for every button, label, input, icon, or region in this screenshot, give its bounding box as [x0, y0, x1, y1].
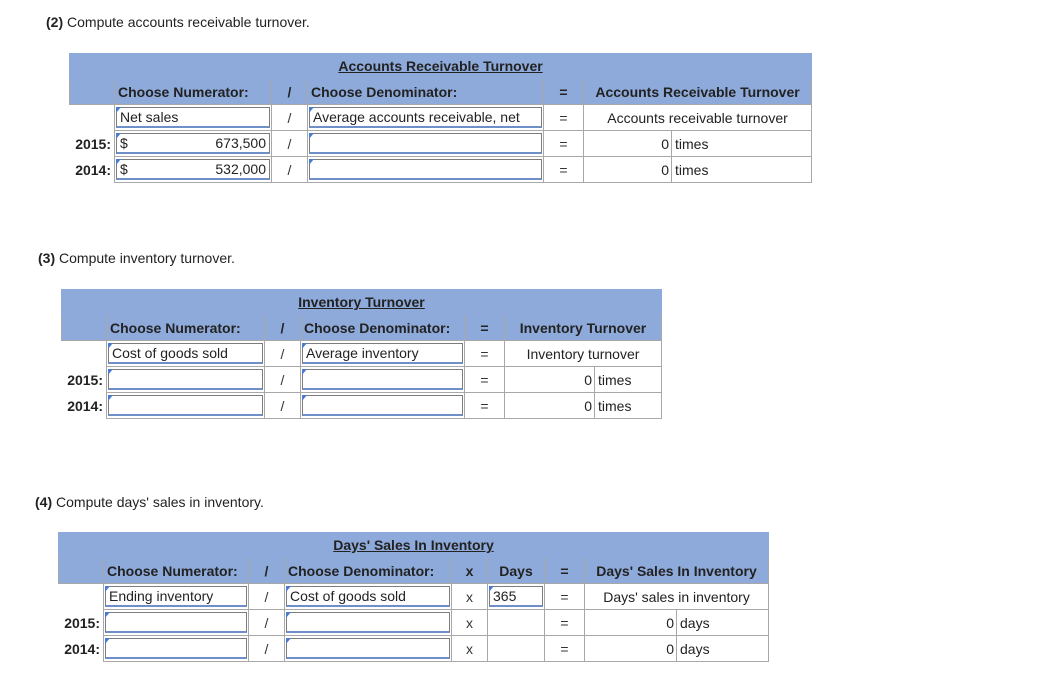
section-4-number: (4) — [35, 494, 53, 510]
section-3-heading — [38, 250, 235, 266]
ar-year-2014: 2014: — [70, 157, 115, 183]
dsi-header-result: Days' Sales In Inventory — [585, 558, 769, 584]
dsi-header-equals: = — [545, 558, 585, 584]
ar-header-denominator: Choose Denominator: — [308, 79, 544, 105]
dsi-header-multiply: x — [452, 558, 488, 584]
section-4-heading — [35, 494, 264, 510]
inventory-turnover-table — [61, 289, 662, 419]
dsi-2015-denominator-input[interactable] — [285, 610, 452, 636]
input-marker-icon — [116, 133, 121, 139]
ar-2014-denominator-input[interactable] — [308, 157, 544, 183]
ar-2014-numerator-input[interactable]: $ 532,000 — [115, 157, 272, 183]
dsi-header-denominator: Choose Denominator: — [285, 558, 452, 584]
ar-2015-unit: times — [672, 131, 812, 157]
ar-table-title: Accounts Receivable Turnover — [70, 54, 812, 79]
ar-label-spacer — [70, 105, 115, 131]
ar-2014-result: 0 — [584, 157, 672, 183]
dsi-2014-result: 0 — [585, 636, 677, 662]
inv-numerator-select[interactable]: Cost of goods sold — [107, 341, 265, 367]
dsi-year-2015: 2015: — [59, 610, 104, 636]
dsi-days-input[interactable]: 365 — [488, 584, 545, 610]
inv-2015-unit: times — [595, 367, 662, 393]
dsi-table-title: Days' Sales In Inventory — [59, 533, 769, 558]
dsi-2015-equals: = — [545, 610, 585, 636]
inv-label-divide: / — [265, 341, 301, 367]
dropdown-marker-icon — [302, 343, 307, 349]
dsi-header-days: Days — [488, 558, 545, 584]
input-marker-icon — [309, 133, 314, 139]
input-marker-icon — [116, 159, 121, 165]
inv-2015-result: 0 — [505, 367, 595, 393]
dsi-label-divide: / — [249, 584, 285, 610]
input-marker-icon — [105, 612, 110, 618]
dsi-header-spacer — [59, 558, 104, 584]
ar-header-spacer — [70, 79, 115, 105]
ar-2014-equals: = — [544, 157, 584, 183]
inv-2014-numerator-input[interactable] — [107, 393, 265, 419]
dsi-numerator-select[interactable]: Ending inventory — [104, 584, 249, 610]
dsi-label-multiply: x — [452, 584, 488, 610]
dsi-2014-equals: = — [545, 636, 585, 662]
inv-header-numerator: Choose Numerator: — [107, 315, 265, 341]
dsi-2015-numerator-input[interactable] — [104, 610, 249, 636]
inv-label-spacer — [62, 341, 107, 367]
inv-label-equals: = — [465, 341, 505, 367]
inv-table-title: Inventory Turnover — [62, 290, 662, 315]
ar-2015-equals: = — [544, 131, 584, 157]
ar-2015-numerator-input[interactable]: $ 673,500 — [115, 131, 272, 157]
dsi-2015-unit: days — [677, 610, 769, 636]
inv-2015-divide: / — [265, 367, 301, 393]
input-marker-icon — [286, 638, 291, 644]
ar-year-2015: 2015: — [70, 131, 115, 157]
dsi-2014-denominator-input[interactable] — [285, 636, 452, 662]
dropdown-marker-icon — [286, 586, 291, 592]
dsi-header-divide: / — [249, 558, 285, 584]
section-2-number: (2) — [46, 14, 64, 30]
dsi-2015-days-cell — [488, 610, 545, 636]
input-marker-icon — [108, 395, 113, 401]
ar-2014-divide: / — [272, 157, 308, 183]
inv-2014-equals: = — [465, 393, 505, 419]
inv-year-2015: 2015: — [62, 367, 107, 393]
input-marker-icon — [108, 369, 113, 375]
dropdown-marker-icon — [309, 107, 314, 113]
inv-2014-denominator-input[interactable] — [301, 393, 465, 419]
dropdown-marker-icon — [105, 586, 110, 592]
section-2-heading-text: Compute accounts receivable turnover. — [67, 14, 310, 30]
inv-header-result: Inventory Turnover — [505, 315, 662, 341]
inv-2015-denominator-input[interactable] — [301, 367, 465, 393]
inv-label-result: Inventory turnover — [505, 341, 662, 367]
inv-header-spacer — [62, 315, 107, 341]
ar-header-equals: = — [544, 79, 584, 105]
inv-header-divide: / — [265, 315, 301, 341]
dropdown-marker-icon — [116, 107, 121, 113]
inv-year-2014: 2014: — [62, 393, 107, 419]
inv-2015-numerator-input[interactable] — [107, 367, 265, 393]
dsi-2014-days-cell — [488, 636, 545, 662]
inv-header-denominator: Choose Denominator: — [301, 315, 465, 341]
inv-denominator-select[interactable]: Average inventory — [301, 341, 465, 367]
ar-2015-denominator-input[interactable] — [308, 131, 544, 157]
ar-label-divide: / — [272, 105, 308, 131]
dsi-2014-divide: / — [249, 636, 285, 662]
ar-label-equals: = — [544, 105, 584, 131]
dsi-label-spacer — [59, 584, 104, 610]
input-marker-icon — [302, 395, 307, 401]
dsi-label-equals: = — [545, 584, 585, 610]
section-3-heading-text: Compute inventory turnover. — [59, 250, 235, 266]
ar-denominator-select[interactable]: Average accounts receivable, net — [308, 105, 544, 131]
ar-turnover-table — [69, 53, 812, 183]
ar-header-divide: / — [272, 79, 308, 105]
input-marker-icon — [309, 159, 314, 165]
ar-header-numerator: Choose Numerator: — [115, 79, 272, 105]
dsi-2015-divide: / — [249, 610, 285, 636]
input-marker-icon — [302, 369, 307, 375]
dsi-2014-numerator-input[interactable] — [104, 636, 249, 662]
ar-2014-unit: times — [672, 157, 812, 183]
inv-2014-unit: times — [595, 393, 662, 419]
inv-2015-equals: = — [465, 367, 505, 393]
ar-2015-divide: / — [272, 131, 308, 157]
ar-2015-result: 0 — [584, 131, 672, 157]
input-marker-icon — [286, 612, 291, 618]
dropdown-marker-icon — [108, 343, 113, 349]
inv-2014-result: 0 — [505, 393, 595, 419]
input-marker-icon — [489, 586, 494, 592]
dsi-header-numerator: Choose Numerator: — [104, 558, 249, 584]
dsi-2014-multiply: x — [452, 636, 488, 662]
dsi-2014-unit: days — [677, 636, 769, 662]
input-marker-icon — [105, 638, 110, 644]
dsi-2015-result: 0 — [585, 610, 677, 636]
dsi-denominator-select[interactable]: Cost of goods sold — [285, 584, 452, 610]
inv-header-equals: = — [465, 315, 505, 341]
section-4-heading-text: Compute days' sales in inventory. — [56, 494, 264, 510]
days-sales-inventory-table — [58, 532, 769, 662]
dsi-year-2014: 2014: — [59, 636, 104, 662]
inv-2014-divide: / — [265, 393, 301, 419]
ar-numerator-select[interactable]: Net sales — [115, 105, 272, 131]
section-2-heading — [46, 14, 310, 30]
dsi-2015-multiply: x — [452, 610, 488, 636]
section-3-number: (3) — [38, 250, 56, 266]
dsi-label-result: Days' sales in inventory — [585, 584, 769, 610]
ar-label-result: Accounts receivable turnover — [584, 105, 812, 131]
ar-header-result: Accounts Receivable Turnover — [584, 79, 812, 105]
